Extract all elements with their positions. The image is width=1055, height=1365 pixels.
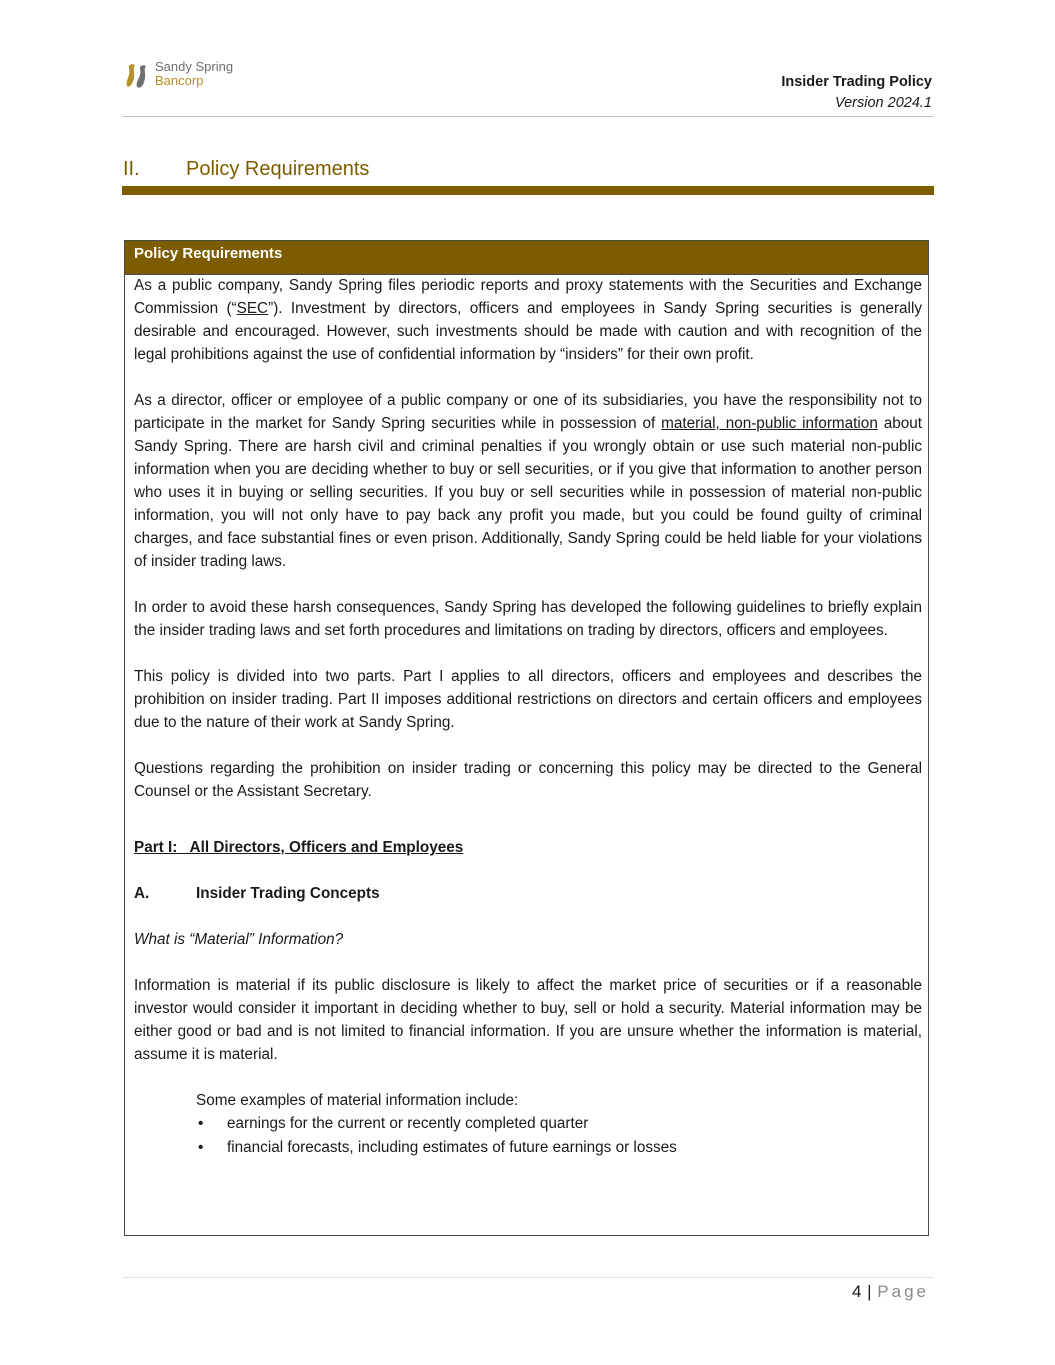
material-nonpublic-term: material, non-public information: [661, 415, 878, 432]
sec-abbreviation: SEC: [236, 300, 269, 317]
subsection-letter: A.: [134, 885, 150, 902]
list-item: [196, 1112, 922, 1136]
footer-divider: [122, 1277, 934, 1278]
logo-line2: Bancorp: [155, 73, 204, 88]
box-heading: Policy Requirements: [125, 241, 928, 275]
header-divider: [122, 116, 934, 117]
subsection-heading: [134, 882, 922, 905]
paragraph-material-definition: Information is material if its public disclosure is likely to affect the market price of securities or if a reasonable investor would consider it important in deciding whether to buy, sell or hold a security. Material information may be either good or bad and is not limited to financial information. If you are unsure whether the information is material, assume it is material.: [134, 977, 922, 1063]
logo-wordmark: [155, 60, 233, 88]
document-version: Version 2024.1: [834, 95, 932, 111]
page-label: Page: [877, 1282, 929, 1301]
paragraph-responsibility: [134, 389, 922, 573]
paragraph-intro-part-a: As a public company, Sandy Spring files periodic reports and proxy statements with the Securities and Exchange Commission (“: [134, 277, 922, 317]
example-text: earnings for the current or recently completed quarter: [227, 1115, 589, 1132]
paragraph-responsibility-part-a: As a director, officer or employee of a public company or one of its subsidiaries, you have the responsibility not to participate in the market for Sandy Spring securities while in possession of: [134, 392, 922, 432]
examples-intro: Some examples of material information include:: [196, 1092, 519, 1109]
section-number: II.: [123, 158, 140, 180]
box-content: [134, 274, 922, 1160]
document-title: Insider Trading Policy: [781, 74, 932, 90]
paragraph-guidelines: In order to avoid these harsh consequences, Sandy Spring has developed the following guidelines to briefly explain the insider trading laws and set forth procedures and limitations on trading by directors, officers and employees.: [134, 599, 922, 639]
bullet-icon: •: [198, 1139, 204, 1156]
page-number: 4: [851, 1282, 862, 1301]
material-question: What is “Material” Information?: [134, 931, 344, 948]
examples-list: [134, 1112, 922, 1160]
section-title: Policy Requirements: [186, 158, 370, 180]
sandy-spring-logo-icon: [123, 60, 155, 92]
logo-line1: Sandy Spring: [155, 59, 234, 74]
bullet-icon: •: [198, 1115, 204, 1132]
part-one-heading: Part I: All Directors, Officers and Employees: [134, 839, 464, 856]
paragraph-intro-part-b: ”). Investment by directors, officers and employees in Sandy Spring securities is generally desirable and encouraged. However, such investments should be made with caution and with recognition of the legal prohibitions against the use of confidential information by “insiders” for their own profit.: [134, 300, 922, 363]
section-underline-bar: [122, 186, 934, 195]
paragraph-intro: [134, 274, 922, 366]
paragraph-responsibility-part-b: about Sandy Spring. There are harsh civil and criminal penalties if you wrongly obtain or use such material non-public information when you are deciding whether to buy or sell securities, or if you give that information to another person who uses it in buying or selling securities. If you buy or sell securities while in possession of material non-public information, you will not only have to pay back any profit you made, but you could be found guilty of criminal charges, and face substantial fines or even prison. Additionally, Sandy Spring could be held liable for your violations of insider trading laws.: [134, 415, 922, 570]
list-item: [196, 1136, 922, 1160]
example-text: financial forecasts, including estimates of future earnings or losses: [227, 1139, 677, 1156]
page-footer: [852, 1282, 929, 1302]
paragraph-questions: Questions regarding the prohibition on insider trading or concerning this policy may be directed to the General Counsel or the Assistant Secretary.: [134, 760, 922, 800]
subsection-title: Insider Trading Concepts: [196, 885, 380, 902]
policy-requirements-box: [124, 240, 929, 1236]
paragraph-two-parts: This policy is divided into two parts. Part I applies to all directors, officers and employees and describes the prohibition on insider trading. Part II imposes additional restrictions on directors and certain officers and employees due to the nature of their work at Sandy Spring.: [134, 668, 922, 731]
page-separator: |: [867, 1282, 873, 1301]
